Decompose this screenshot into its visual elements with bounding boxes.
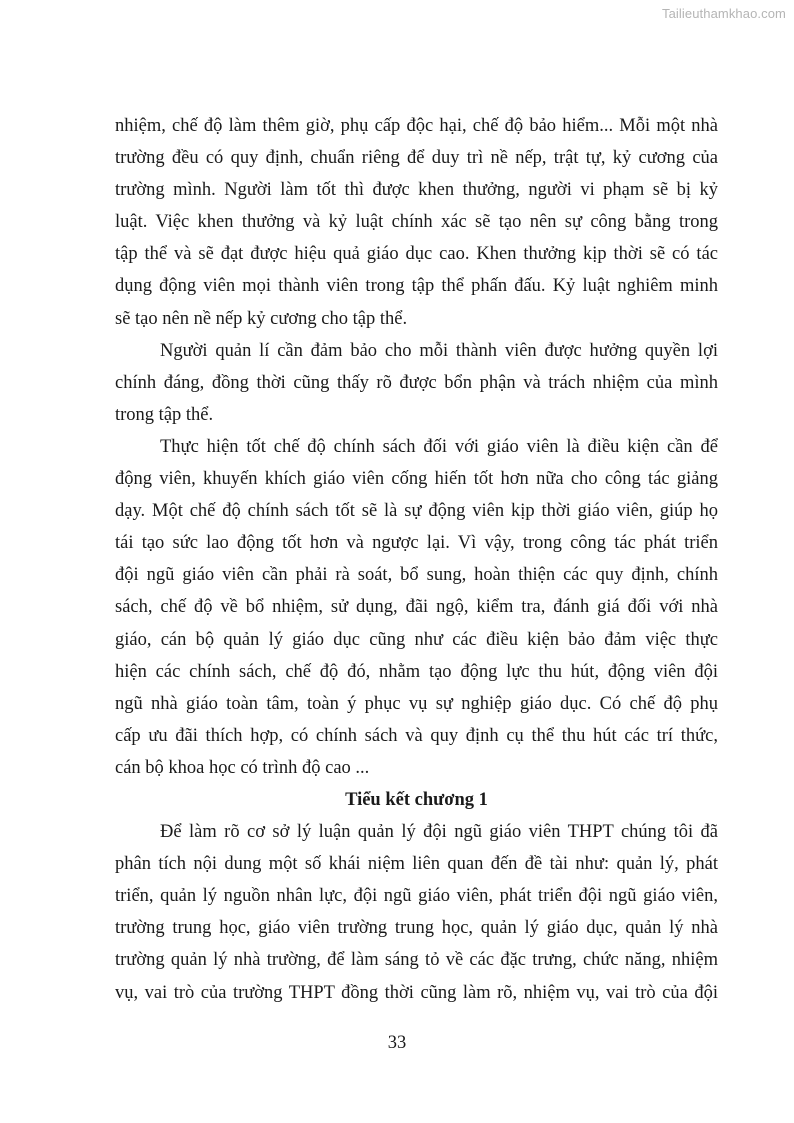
text-line: tập thể và sẽ đạt được hiệu quả giáo dục cao. Khen thưởng kịp thời sẽ có tác bbox=[115, 244, 718, 265]
section-heading: Tiểu kết chương 1 bbox=[345, 789, 488, 810]
text-line: trường quản lý nhà trường, để làm sáng tỏ về các đặc trưng, chức năng, nhiệm bbox=[115, 950, 718, 971]
text-line: tái tạo sức lao động tốt hơn và ngược lại. Vì vậy, trong công tác phát triển bbox=[115, 533, 718, 554]
text-line: trường mình. Người làm tốt thì được khen thưởng, người vi phạm sẽ bị kỷ bbox=[115, 180, 718, 201]
text-line: trường trung học, giáo viên trường trung học, quản lý giáo dục, quản lý nhà bbox=[115, 918, 718, 939]
watermark: Tailieuthamkhao.com bbox=[661, 6, 786, 21]
text-line: cán bộ khoa học có trình độ cao ... bbox=[115, 757, 370, 778]
text-line: sách, chế độ về bổ nhiệm, sử dụng, đãi ngộ, kiểm tra, đánh giá đối với nhà bbox=[115, 597, 718, 618]
text-line: luật. Việc khen thưởng và kỷ luật chính xác sẽ tạo nên sự công bằng trong bbox=[115, 212, 718, 233]
text-line: phân tích nội dung một số khái niệm liên quan đến đề tài như: quản lý, phát bbox=[115, 854, 718, 875]
text-line: triển, quản lý nguồn nhân lực, đội ngũ giáo viên, phát triển đội ngũ giáo viên, bbox=[115, 886, 718, 907]
text-line: dạy. Một chế độ chính sách tốt sẽ là sự động viên kịp thời giáo viên, giúp họ bbox=[115, 501, 718, 522]
text-line: động viên, khuyến khích giáo viên cống hiến tốt hơn nữa cho công tác giảng bbox=[115, 469, 718, 490]
document-body bbox=[115, 110, 718, 1009]
text-line: đội ngũ giáo viên cần phải rà soát, bổ sung, hoàn thiện các quy định, chính bbox=[115, 565, 718, 586]
text-line: Người quản lí cần đảm bảo cho mỗi thành viên được hưởng quyền lợi bbox=[160, 340, 718, 361]
text-line: ngũ nhà giáo toàn tâm, toàn ý phục vụ sự nghiệp giáo dục. Có chế độ phụ bbox=[115, 693, 718, 714]
text-line: nhiệm, chế độ làm thêm giờ, phụ cấp độc hại, chế độ bảo hiểm... Mỗi một nhà bbox=[115, 116, 718, 136]
text-line: vụ, vai trò của trường THPT đồng thời cũng làm rõ, nhiệm vụ, vai trò của đội bbox=[115, 982, 718, 1003]
text-line: giáo, cán bộ quản lý giáo dục cũng như các điều kiện bảo đảm việc thực bbox=[115, 629, 718, 650]
text-line: Thực hiện tốt chế độ chính sách đối với giáo viên là điều kiện cần để bbox=[160, 436, 718, 457]
text-line: trường đều có quy định, chuẩn riêng để duy trì nề nếp, trật tự, kỷ cương của bbox=[115, 148, 718, 169]
text-lines bbox=[115, 110, 718, 1009]
text-line: chính đáng, đồng thời cũng thấy rõ được bổn phận và trách nhiệm của mình bbox=[115, 372, 718, 393]
text-line: hiện các chính sách, chế độ đó, nhằm tạo động lực thu hút, động viên đội bbox=[115, 661, 718, 682]
text-line: cấp ưu đãi thích hợp, có chính sách và quy định cụ thể thu hút các trí thức, bbox=[115, 725, 718, 746]
text-line: sẽ tạo nên nề nếp kỷ cương cho tập thể. bbox=[115, 308, 408, 329]
page-number: 33 bbox=[387, 1033, 407, 1053]
text-line: dụng động viên mọi thành viên trong tập thể phấn đấu. Kỷ luật nghiêm minh bbox=[115, 276, 718, 297]
text-line: trong tập thể. bbox=[115, 404, 214, 425]
text-line: Để làm rõ cơ sở lý luận quản lý đội ngũ giáo viên THPT chúng tôi đã bbox=[160, 822, 718, 843]
